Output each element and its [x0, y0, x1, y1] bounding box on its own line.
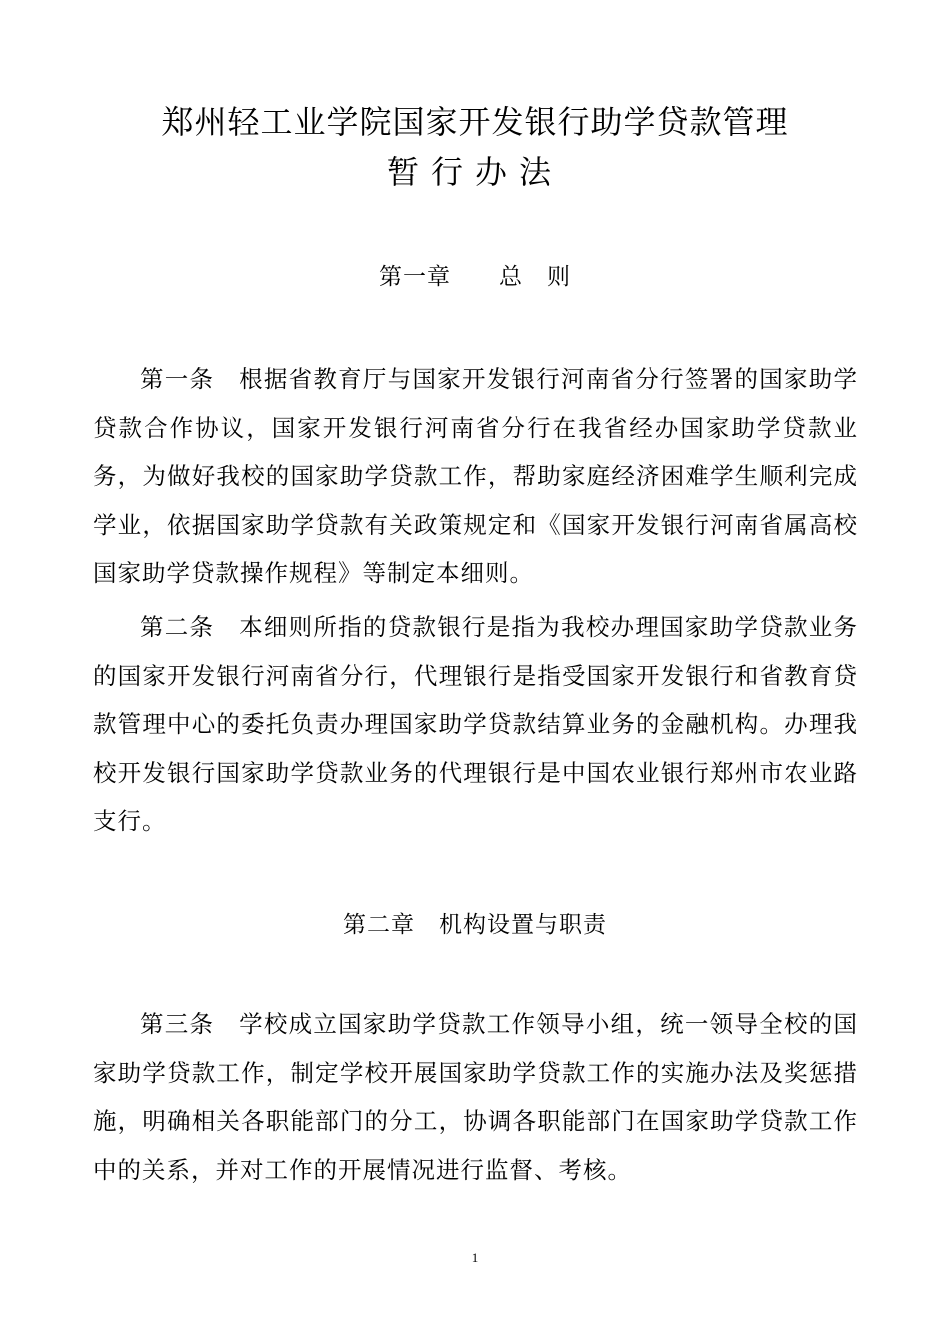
document-title-line1: 郑州轻工业学院国家开发银行助学贷款管理	[161, 103, 789, 141]
document-title-line2: 暂行办法	[386, 153, 563, 191]
article-text: 根据省教育厅与国家开发银行河南省分行签署的国家助学贷款合作协议，国家开发银行河南省分行在我省经办国家助学贷款业务，为做好我校的国家助学贷款工作，帮助家庭经济困难学生顺利完成学业，依据国家助学贷款有关政策规定和《国家开发银行河南省属高校国家助学贷款操作规程》等制定本细则。	[93, 365, 859, 587]
article-label: 第二条	[140, 613, 215, 641]
chapter-label: 第二章	[343, 912, 415, 938]
chapter-label: 第一章	[379, 264, 451, 290]
article-label: 第三条	[140, 1010, 215, 1038]
article-paragraph	[93, 1000, 858, 1194]
article-paragraph	[93, 355, 858, 598]
chapter-heading-1	[0, 262, 950, 292]
article-text: 学校成立国家助学贷款工作领导小组，统一领导全校的国家助学贷款工作，制定学校开展国家助学贷款工作的实施办法及奖惩措施，明确相关各职能部门的分工，协调各职能部门在国家助学贷款工作中的关系，并对工作的开展情况进行监督、考核。	[93, 1010, 859, 1184]
article-paragraph	[93, 603, 858, 846]
chapter-title: 机构设置与职责	[439, 912, 607, 938]
page-number: 1	[471, 1250, 479, 1265]
article-text: 本细则所指的贷款银行是指为我校办理国家助学贷款业务的国家开发银行河南省分行，代理银行是指受国家开发银行和省教育贷款管理中心的委托负责办理国家助学贷款结算业务的金融机构。办理我校开发银行国家助学贷款业务的代理银行是中国农业银行郑州市农业路支行。	[93, 613, 859, 835]
article-label: 第一条	[140, 365, 215, 393]
chapter-heading-2	[0, 910, 950, 940]
chapter-title: 总 则	[499, 264, 571, 290]
